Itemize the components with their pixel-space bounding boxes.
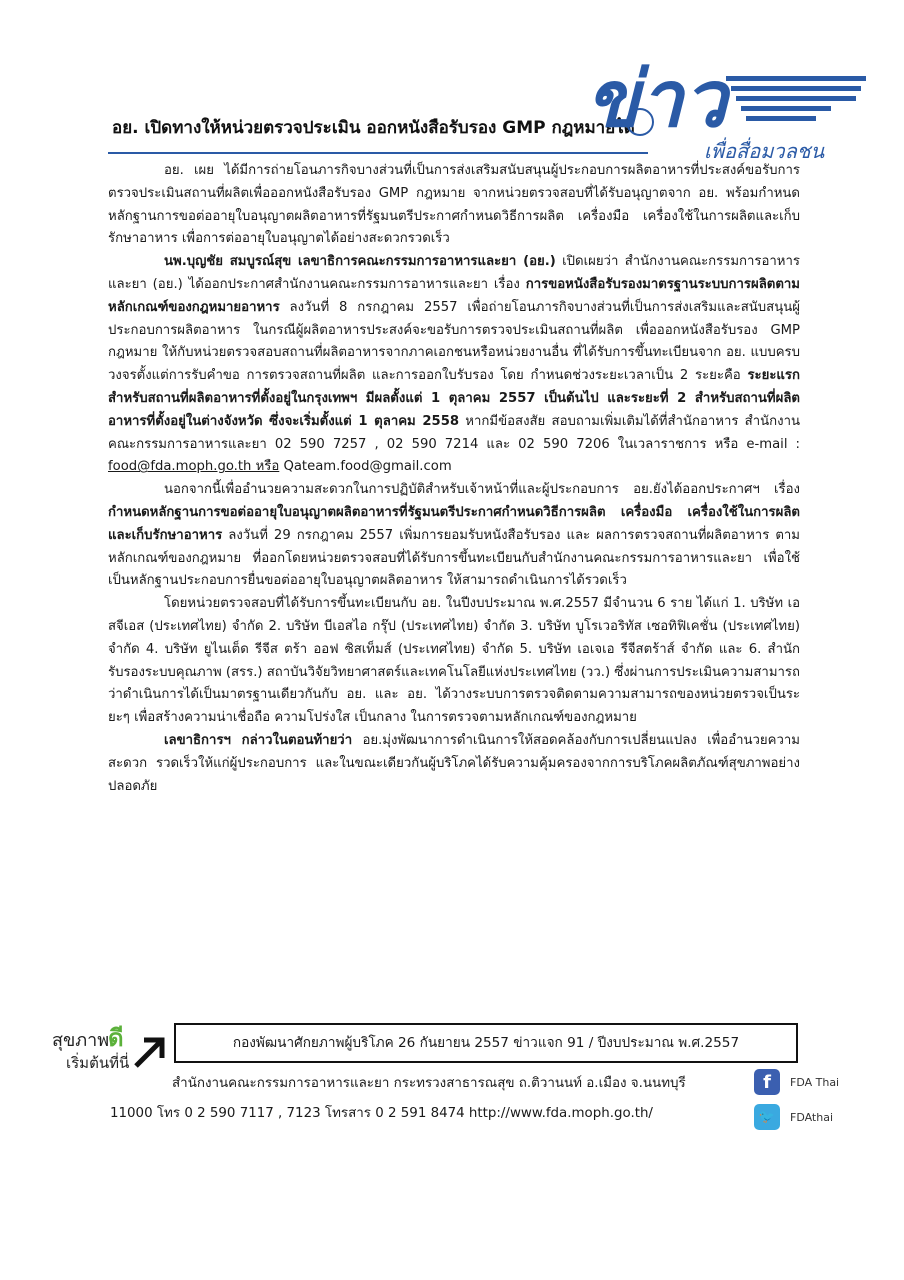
- twitter-link[interactable]: [754, 1103, 884, 1131]
- twitter-icon: 🐦: [754, 1104, 780, 1130]
- paragraph-renewal: นอกจากนี้เพื่ออำนวยความสะดวกในการปฏิบัติสำหรับเจ้าหน้าที่และผู้ประกอบการ อย.ยังได้ออกประกาศฯ เรื่อง กำหนดหลักฐานการขอต่ออายุใบอนุญาตผลิตอาหารที่รัฐมนตรีประกาศกำหนดวิธีการผลิต เครื่องมือ เครื่องใช้ในการผลิตและเก็บรักษาอาหาร ลงวันที่ 29 กรกฎาคม 2557 เพิ่มการยอมรับหนังสือรับรอง และ ผลการตรวจสถานที่ผลิตอาหาร ตามหลักเกณฑ์ของกฎหมาย ที่ออกโดยหน่วยตรวจสอบที่ได้รับการขึ้นทะเบียนกับสำนักงานคณะกรรมการอาหารและยา เพื่อใช้เป็นหลักฐานประกอบการยื่นขอต่ออายุใบอนุญาตผลิตอาหาร ให้สามารถดำเนินการได้รวดเร็ว: [108, 482, 800, 589]
- header-divider: [108, 152, 648, 154]
- slogan-line2: เริ่มต้นที่นี่: [66, 1054, 130, 1072]
- phase-schedule: ระยะแรกสำหรับสถานที่ผลิตอาหารที่ตั้งอยู่ในกรุงเทพฯ มีผลตั้งแต่ 1 ตุลาคม 2557 เป็นต้นไป และระยะที่ 2 สำหรับสถานที่ผลิตอาหารที่ตั้งอยู่ในต่างจังหวัด ซึ่งจะเริ่มตั้งแต่ 1 ตุลาคม 2558: [108, 368, 800, 429]
- paragraph-closing: เลขาธิการฯ กล่าวในตอนท้ายว่า อย.มุ่งพัฒนาการดำเนินการให้สอดคล้องกับการเปลี่ยนแปลง เพื่ออำนวยความสะดวก รวดเร็วให้แก่ผู้ประกอบการ และในขณะเดียวกันผู้บริโภคได้รับความคุ้มครองจากการบริโภคผลิตภัณฑ์สุขภาพอย่างปลอดภัย: [108, 732, 800, 794]
- slogan-line1: สุขภาพ: [52, 1030, 110, 1051]
- renewal-announcement-title: กำหนดหลักฐานการขอต่ออายุใบอนุญาตผลิตอาหารที่รัฐมนตรีประกาศกำหนดวิธีการผลิต เครื่องมือ เครื่องใช้ในการผลิตและเก็บรักษาอาหาร: [108, 504, 800, 543]
- arrow-up-right-icon: [136, 1040, 162, 1066]
- facebook-label: FDA Thai: [790, 1075, 840, 1089]
- logo-subtitle: เพื่อสื่อมวลชน: [704, 139, 825, 163]
- facebook-link[interactable]: [754, 1068, 884, 1096]
- closing-lead: เลขาธิการฯ กล่าวในตอนท้ายว่า: [164, 732, 353, 748]
- announcement-title: การขอหนังสือรับรองมาตรฐานระบบการผลิตตามหลักเกณฑ์ของกฎหมายอาหาร: [108, 276, 800, 315]
- press-release-info: กองพัฒนาศักยภาพผู้บริโภค 26 กันยายน 2557 ข่าวแจก 91 / ปีงบประมาณ พ.ศ.2557: [174, 1023, 798, 1063]
- address-line-2: 11000 โทร 0 2 590 7117 , 7123 โทรสาร 0 2 591 8474 http://www.fda.moph.go.th/: [110, 1106, 653, 1121]
- twitter-label: FDAthai: [790, 1110, 834, 1124]
- paragraph-inspection-bodies: โดยหน่วยตรวจสอบที่ได้รับการขึ้นทะเบียนกับ อย. ในปีงบประมาณ พ.ศ.2557 มีจำนวน 6 ราย ได้แก่ 1. บริษัท เอสจีเอส (ประเทศไทย) จำกัด 2. บริษัท บีเอสไอ กรุ๊ป (ประเทศไทย) จำกัด 3. บริษัท บูโรเวอริทัส เซอทิฟิเคชั่น (ประเทศไทย) จำกัด 4. บริษัท ยูไนเต็ด รีจีส ตร้า ออฟ ซิสเท็มส์ (ประเทศไทย) จำกัด 5. บริษัท เอเจเอ รีจีสตร้าส์ จำกัด และ 6. สำนักรับรองระบบคุณภาพ (สรร.) สถาบันวิจัยวิทยาศาสตร์และเทคโนโลยีแห่งประเทศไทย (วว.) ซึ่งผ่านการประเมินความสามารถว่าดำเนินการได้เป็นมาตรฐานเดียวกันกับ อย. และ อย. ได้วางระบบการตรวจติดตามความสามารถของหน่วยตรวจเป็นระยะๆ เพื่อสร้างความน่าเชื่อถือ ความโปร่งใส เป็นกลาง ในการตรวจตามหลักเกณฑ์ของกฎหมาย: [108, 596, 800, 726]
- facebook-icon: f: [754, 1069, 780, 1095]
- slogan-logo: [52, 1024, 172, 1074]
- address-line-1: สำนักงานคณะกรรมการอาหารและยา กระทรวงสาธารณสุข ถ.ติวานนท์ อ.เมือง จ.นนทบุรี: [172, 1076, 686, 1091]
- article-body: [108, 160, 800, 798]
- news-for-media-logo: [576, 18, 876, 168]
- headline: อย. เปิดทางให้หน่วยตรวจประเมิน ออกหนังสือรับรอง GMP กฎหมายได้: [112, 118, 635, 138]
- slogan-accent: ดี: [108, 1024, 124, 1052]
- speed-lines: [726, 76, 866, 121]
- paragraph-announcement: นพ.บุญชัย สมบูรณ์สุข เลขาธิการคณะกรรมการอาหารและยา (อย.) เปิดเผยว่า สำนักงานคณะกรรมการอาหารและยา (อย.) ได้ออกประกาศสำนักงานคณะกรรมการอาหารและยา เรื่อง การขอหนังสือรับรองมาตรฐานระบบการผลิตตามหลักเกณฑ์ของกฎหมายอาหาร ลงวันที่ 8 กรกฎาคม 2557 เพื่อถ่ายโอนภารกิจบางส่วนที่เป็นการส่งเสริมและสนับสนุนผู้ประกอบการผลิตอาหาร ในกรณีผู้ผลิตอาหารประสงค์จะขอรับการตรวจประเมินสถานที่ผลิต เพื่อออกหนังสือรับรอง GMP กฎหมาย ให้กับหน่วยตรวจสอบสถานที่ผลิตอาหารจากภาคเอกชนหรือหน่วยงานอื่น ที่ได้รับการขึ้นทะเบียนจาก อย. แบบครบวงจรตั้งแต่การรับคำขอ การตรวจสถานที่ผลิต และการออกใบรับรอง โดย กำหนดช่วงระยะเวลาเป็น 2 ระยะคือ ระยะแรกสำหรับสถานที่ผลิตอาหารที่ตั้งอยู่ในกรุงเทพฯ มีผลตั้งแต่ 1 ตุลาคม 2557 เป็นต้นไป และระยะที่ 2 สำหรับสถานที่ผลิตอาหารที่ตั้งอยู่ในต่างจังหวัด ซึ่งจะเริ่มตั้งแต่ 1 ตุลาคม 2558 หากมีข้อสงสัย สอบถามเพิ่มเติมได้ที่สำนักอาหาร สำนักงานคณะกรรมการอาหารและยา 02 590 7257 , 02 590 7214 และ 02 590 7206 ในเวลาราชการ หรือ e-mail : food@fda.moph.go.th หรือ Qateam.food@gmail.com: [108, 254, 800, 475]
- logo-word: ข่าว: [586, 55, 727, 145]
- secretary-general-name: นพ.บุญชัย สมบูรณ์สุข เลขาธิการคณะกรรมการอาหารและยา (อย.): [164, 254, 556, 270]
- email-link[interactable]: food@fda.moph.go.th หรือ: [108, 459, 280, 475]
- paragraph-intro: อย. เผย ได้มีการถ่ายโอนภารกิจบางส่วนที่เป็นการส่งเสริมสนับสนุนผู้ประกอบการผลิตอาหารที่ประสงค์ขอรับการตรวจประเมินสถานที่ผลิตเพื่อออกหนังสือรับรอง GMP กฎหมาย จากหน่วยตรวจสอบที่ได้รับอนุญาตจาก อย. พร้อมกำหนดหลักฐานการขอต่ออายุใบอนุญาตผลิตอาหารที่รัฐมนตรีประกาศกำหนดวิธีการผลิต เครื่องมือ เครื่องใช้ในการผลิตและเก็บรักษาอาหาร เพื่อการต่ออายุใบอนุญาตได้อย่างสะดวกรวดเร็ว: [108, 163, 800, 247]
